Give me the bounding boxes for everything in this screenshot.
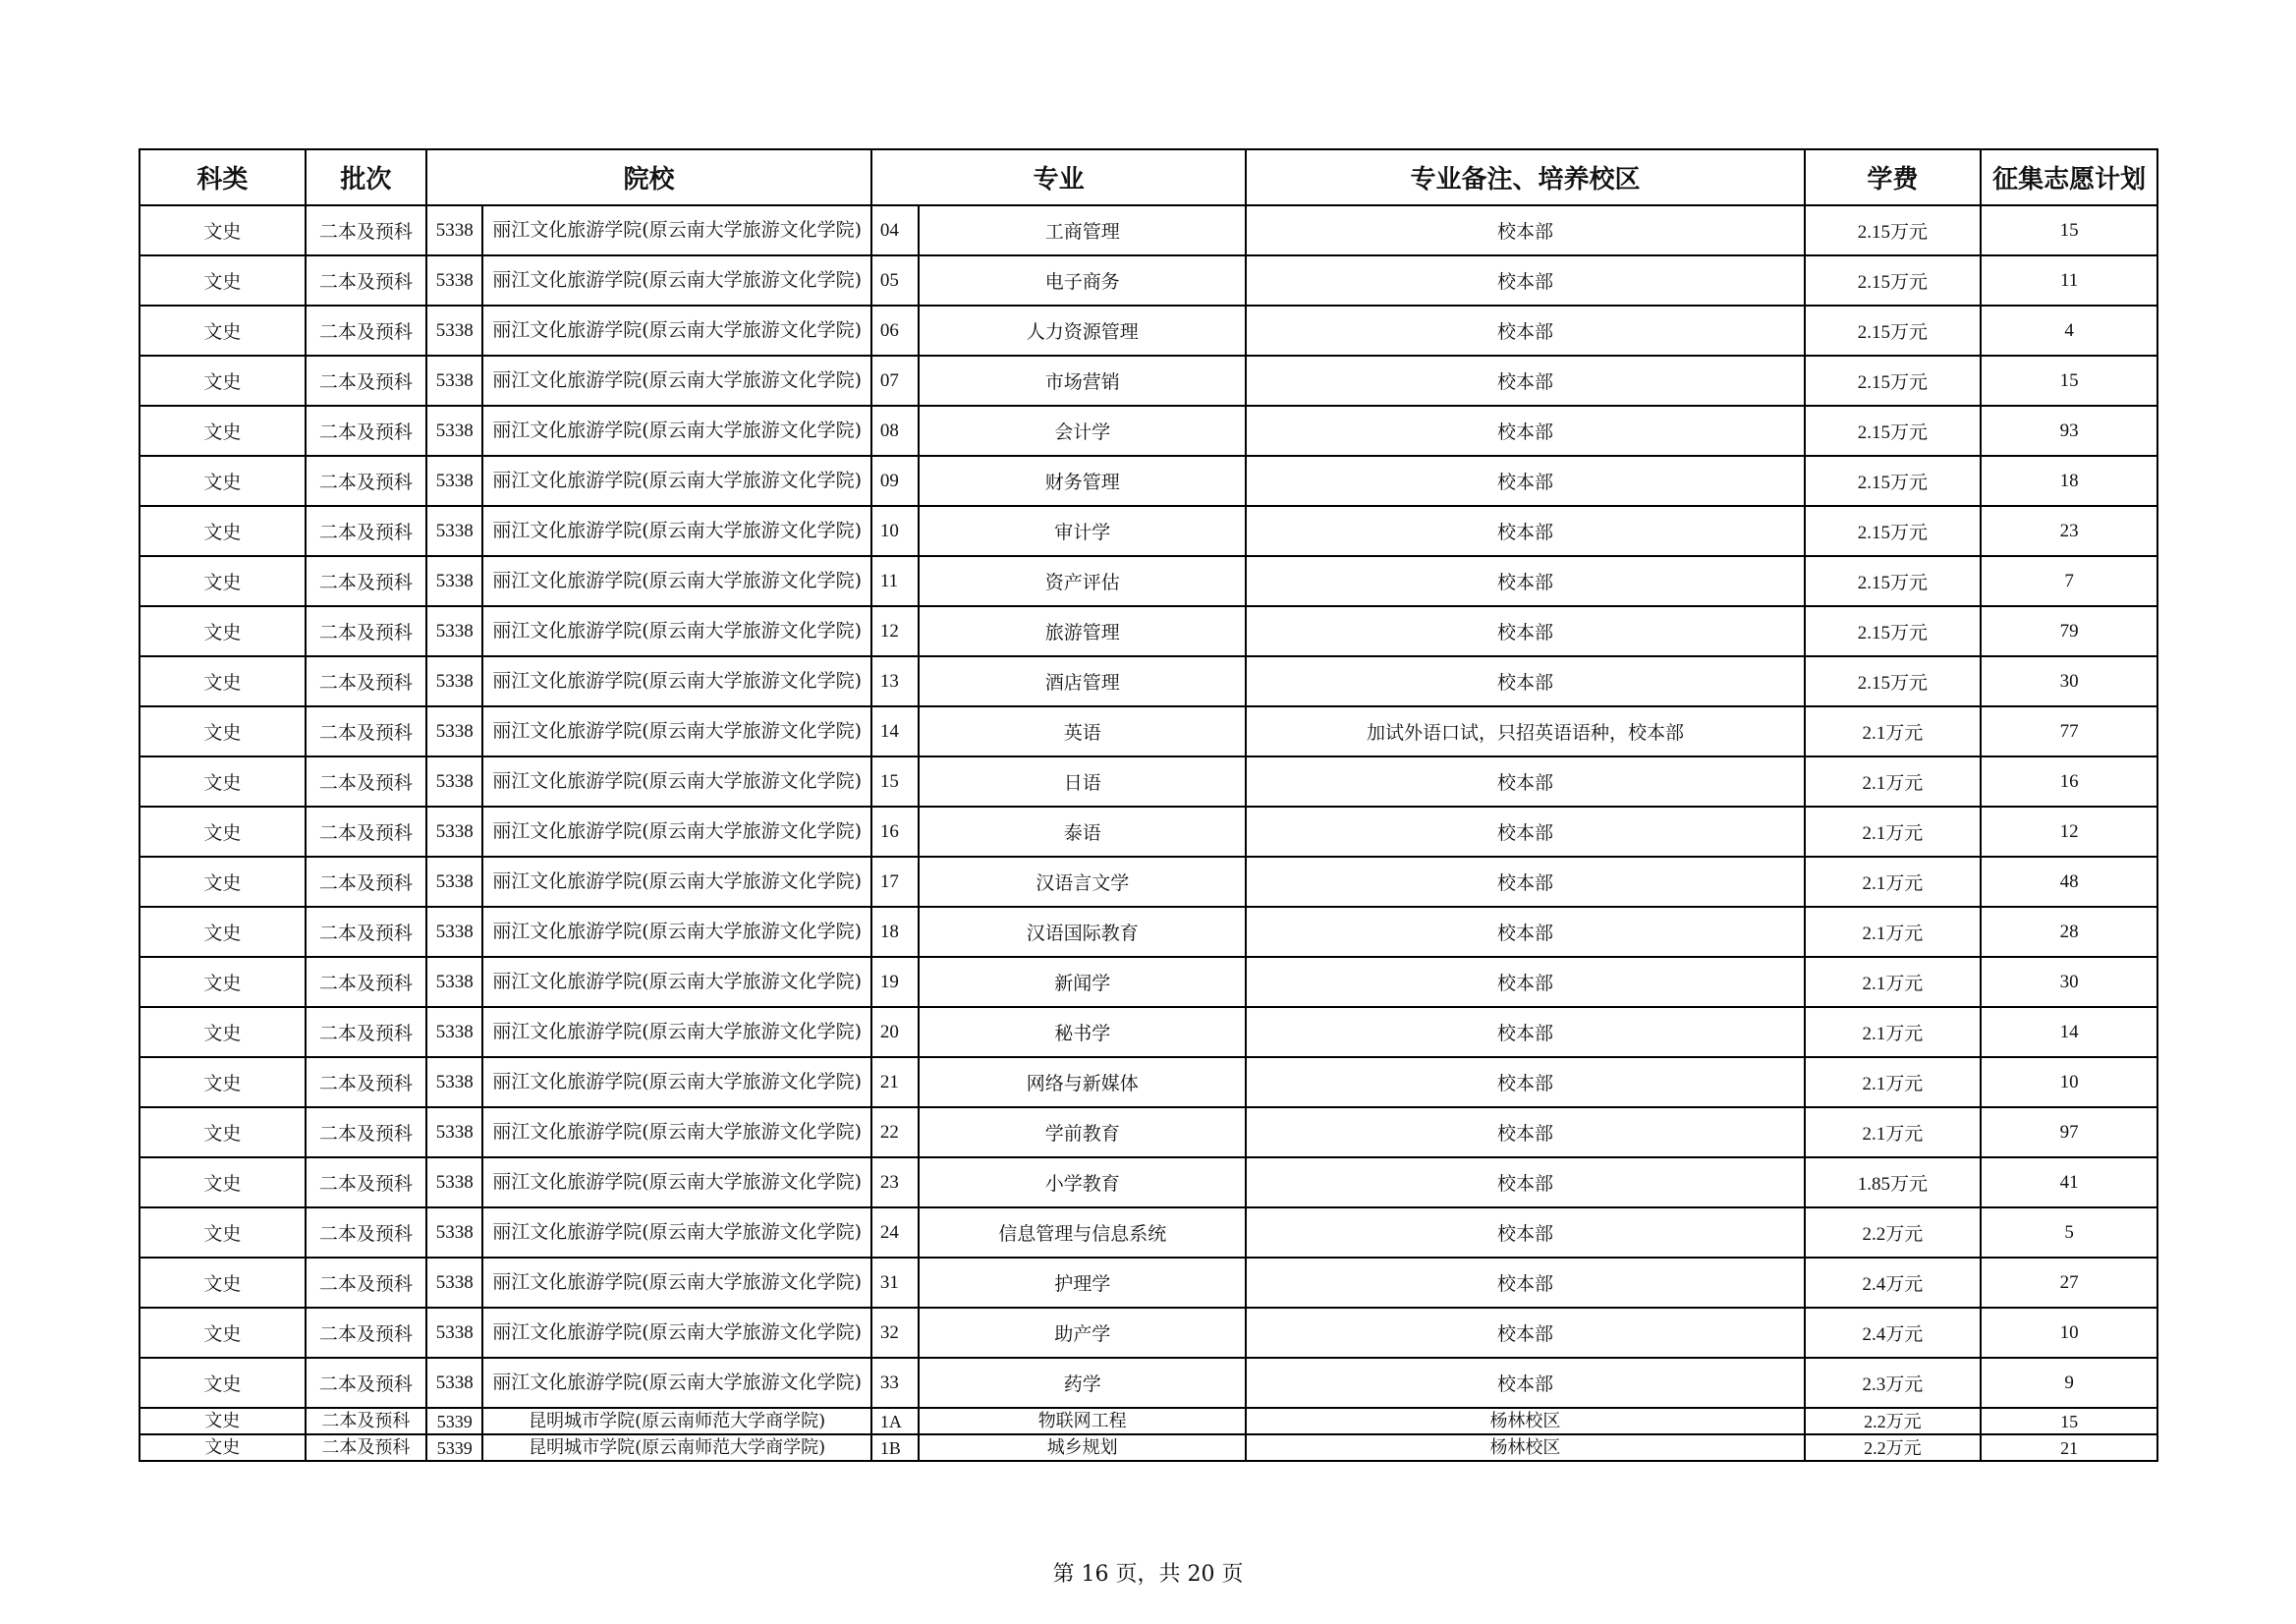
cell-note: 校本部	[1246, 756, 1804, 807]
cell-fee: 2.15万元	[1805, 506, 1982, 556]
cell-kelei: 文史	[140, 1107, 306, 1157]
cell-kelei: 文史	[140, 957, 306, 1007]
cell-school-name: 丽江文化旅游学院(原云南大学旅游文化学院)	[482, 406, 871, 456]
cell-note: 校本部	[1246, 356, 1804, 406]
cell-school-code: 5338	[426, 1107, 482, 1157]
header-kelei: 科类	[140, 149, 306, 205]
cell-school-name: 丽江文化旅游学院(原云南大学旅游文化学院)	[482, 1007, 871, 1057]
header-plan: 征集志愿计划	[1981, 149, 2157, 205]
cell-note: 校本部	[1246, 205, 1804, 255]
cell-kelei: 文史	[140, 1408, 306, 1434]
cell-plan: 41	[1981, 1157, 2157, 1207]
cell-fee: 2.1万元	[1805, 1107, 1982, 1157]
cell-kelei: 文史	[140, 706, 306, 756]
cell-kelei: 文史	[140, 1007, 306, 1057]
cell-school-name: 丽江文化旅游学院(原云南大学旅游文化学院)	[482, 255, 871, 306]
cell-plan: 18	[1981, 456, 2157, 506]
cell-plan: 28	[1981, 907, 2157, 957]
cell-note: 校本部	[1246, 606, 1804, 656]
cell-school-code: 5338	[426, 456, 482, 506]
cell-kelei: 文史	[140, 306, 306, 356]
cell-school-code: 5338	[426, 205, 482, 255]
cell-major-code: 21	[871, 1057, 919, 1107]
cell-note: 校本部	[1246, 1157, 1804, 1207]
cell-school-code: 5338	[426, 756, 482, 807]
table-row	[140, 306, 2157, 356]
cell-pici: 二本及预科	[306, 1157, 426, 1207]
cell-plan: 77	[1981, 706, 2157, 756]
header-major: 专业	[871, 149, 1246, 205]
cell-major-code: 24	[871, 1207, 919, 1258]
cell-pici: 二本及预科	[306, 857, 426, 907]
cell-fee: 2.2万元	[1805, 1207, 1982, 1258]
table-row	[140, 1207, 2157, 1258]
cell-plan: 93	[1981, 406, 2157, 456]
cell-school-code: 5338	[426, 857, 482, 907]
cell-plan: 30	[1981, 656, 2157, 706]
table-row	[140, 456, 2157, 506]
cell-kelei: 文史	[140, 1258, 306, 1308]
cell-pici: 二本及预科	[306, 1434, 426, 1461]
cell-school-code: 5338	[426, 1057, 482, 1107]
cell-major-name: 护理学	[919, 1258, 1246, 1308]
cell-fee: 2.1万元	[1805, 1057, 1982, 1107]
cell-note: 校本部	[1246, 406, 1804, 456]
table-row	[140, 1258, 2157, 1308]
cell-fee: 2.1万元	[1805, 1007, 1982, 1057]
cell-note: 校本部	[1246, 506, 1804, 556]
cell-school-name: 丽江文化旅游学院(原云南大学旅游文化学院)	[482, 857, 871, 907]
cell-fee: 2.15万元	[1805, 356, 1982, 406]
cell-fee: 2.15万元	[1805, 406, 1982, 456]
table-row	[140, 1434, 2157, 1461]
cell-kelei: 文史	[140, 807, 306, 857]
cell-plan: 15	[1981, 356, 2157, 406]
cell-plan: 11	[1981, 255, 2157, 306]
cell-pici: 二本及预科	[306, 1408, 426, 1434]
table-row	[140, 907, 2157, 957]
cell-major-name: 泰语	[919, 807, 1246, 857]
table-row	[140, 1308, 2157, 1358]
cell-major-code: 11	[871, 556, 919, 606]
cell-pici: 二本及预科	[306, 1258, 426, 1308]
table-row	[140, 1157, 2157, 1207]
cell-pici: 二本及预科	[306, 456, 426, 506]
cell-school-code: 5338	[426, 506, 482, 556]
cell-plan: 5	[1981, 1207, 2157, 1258]
cell-kelei: 文史	[140, 205, 306, 255]
table-row	[140, 957, 2157, 1007]
cell-plan: 12	[1981, 807, 2157, 857]
cell-kelei: 文史	[140, 606, 306, 656]
cell-pici: 二本及预科	[306, 356, 426, 406]
table-row	[140, 857, 2157, 907]
cell-major-name: 汉语国际教育	[919, 907, 1246, 957]
cell-major-name: 财务管理	[919, 456, 1246, 506]
cell-kelei: 文史	[140, 907, 306, 957]
table-row	[140, 756, 2157, 807]
cell-school-code: 5338	[426, 1258, 482, 1308]
cell-kelei: 文史	[140, 656, 306, 706]
cell-note: 校本部	[1246, 1207, 1804, 1258]
cell-plan: 79	[1981, 606, 2157, 656]
cell-major-name: 人力资源管理	[919, 306, 1246, 356]
cell-fee: 2.15万元	[1805, 656, 1982, 706]
cell-pici: 二本及预科	[306, 406, 426, 456]
cell-school-name: 丽江文化旅游学院(原云南大学旅游文化学院)	[482, 807, 871, 857]
cell-major-name: 物联网工程	[919, 1408, 1246, 1434]
header-fee: 学费	[1805, 149, 1982, 205]
cell-kelei: 文史	[140, 406, 306, 456]
cell-pici: 二本及预科	[306, 1308, 426, 1358]
table-row	[140, 1107, 2157, 1157]
cell-major-code: 04	[871, 205, 919, 255]
cell-major-name: 学前教育	[919, 1107, 1246, 1157]
cell-major-code: 16	[871, 807, 919, 857]
cell-major-code: 1A	[871, 1408, 919, 1434]
cell-major-name: 旅游管理	[919, 606, 1246, 656]
table-header-row	[140, 149, 2157, 205]
table-row	[140, 807, 2157, 857]
cell-major-name: 会计学	[919, 406, 1246, 456]
cell-note: 校本部	[1246, 1007, 1804, 1057]
cell-plan: 15	[1981, 205, 2157, 255]
cell-school-code: 5338	[426, 1308, 482, 1358]
cell-school-name: 昆明城市学院(原云南师范大学商学院)	[482, 1408, 871, 1434]
table-row	[140, 406, 2157, 456]
header-pici: 批次	[306, 149, 426, 205]
cell-school-code: 5339	[426, 1408, 482, 1434]
cell-school-name: 丽江文化旅游学院(原云南大学旅游文化学院)	[482, 1308, 871, 1358]
cell-plan: 4	[1981, 306, 2157, 356]
cell-fee: 2.15万元	[1805, 606, 1982, 656]
cell-school-code: 5338	[426, 1157, 482, 1207]
table-row	[140, 1007, 2157, 1057]
cell-fee: 2.1万元	[1805, 807, 1982, 857]
table-row	[140, 1408, 2157, 1434]
cell-plan: 48	[1981, 857, 2157, 907]
cell-pici: 二本及预科	[306, 1358, 426, 1408]
cell-school-name: 丽江文化旅游学院(原云南大学旅游文化学院)	[482, 957, 871, 1007]
cell-school-code: 5338	[426, 606, 482, 656]
cell-major-code: 1B	[871, 1434, 919, 1461]
table-row	[140, 706, 2157, 756]
cell-pici: 二本及预科	[306, 656, 426, 706]
cell-major-code: 32	[871, 1308, 919, 1358]
cell-major-code: 33	[871, 1358, 919, 1408]
cell-fee: 2.15万元	[1805, 306, 1982, 356]
cell-school-code: 5338	[426, 907, 482, 957]
cell-note: 校本部	[1246, 255, 1804, 306]
cell-school-code: 5338	[426, 356, 482, 406]
cell-plan: 23	[1981, 506, 2157, 556]
cell-fee: 2.1万元	[1805, 907, 1982, 957]
cell-school-name: 丽江文化旅游学院(原云南大学旅游文化学院)	[482, 306, 871, 356]
cell-school-name: 丽江文化旅游学院(原云南大学旅游文化学院)	[482, 1207, 871, 1258]
table-row	[140, 506, 2157, 556]
cell-major-name: 汉语言文学	[919, 857, 1246, 907]
cell-school-name: 丽江文化旅游学院(原云南大学旅游文化学院)	[482, 606, 871, 656]
cell-major-name: 信息管理与信息系统	[919, 1207, 1246, 1258]
cell-major-name: 酒店管理	[919, 656, 1246, 706]
cell-major-code: 08	[871, 406, 919, 456]
cell-note: 校本部	[1246, 857, 1804, 907]
cell-kelei: 文史	[140, 1207, 306, 1258]
cell-school-code: 5338	[426, 1007, 482, 1057]
cell-kelei: 文史	[140, 255, 306, 306]
cell-major-code: 17	[871, 857, 919, 907]
cell-school-name: 丽江文化旅游学院(原云南大学旅游文化学院)	[482, 1057, 871, 1107]
cell-pici: 二本及预科	[306, 1107, 426, 1157]
cell-fee: 2.2万元	[1805, 1408, 1982, 1434]
cell-fee: 2.1万元	[1805, 706, 1982, 756]
cell-school-code: 5338	[426, 957, 482, 1007]
cell-kelei: 文史	[140, 1358, 306, 1408]
cell-pici: 二本及预科	[306, 756, 426, 807]
cell-fee: 2.15万元	[1805, 556, 1982, 606]
cell-fee: 2.15万元	[1805, 456, 1982, 506]
table-row	[140, 1358, 2157, 1408]
cell-school-code: 5338	[426, 1358, 482, 1408]
cell-school-name: 丽江文化旅游学院(原云南大学旅游文化学院)	[482, 556, 871, 606]
cell-note: 校本部	[1246, 1107, 1804, 1157]
cell-plan: 21	[1981, 1434, 2157, 1461]
cell-plan: 7	[1981, 556, 2157, 606]
cell-note: 校本部	[1246, 1358, 1804, 1408]
page-footer: 第 16 页，共 20 页	[1052, 1562, 1244, 1587]
cell-major-name: 药学	[919, 1358, 1246, 1408]
cell-school-code: 5338	[426, 255, 482, 306]
cell-fee: 2.1万元	[1805, 957, 1982, 1007]
cell-major-name: 城乡规划	[919, 1434, 1246, 1461]
cell-school-code: 5338	[426, 706, 482, 756]
cell-school-name: 丽江文化旅游学院(原云南大学旅游文化学院)	[482, 756, 871, 807]
cell-school-name: 丽江文化旅游学院(原云南大学旅游文化学院)	[482, 907, 871, 957]
cell-fee: 2.1万元	[1805, 756, 1982, 807]
cell-major-name: 审计学	[919, 506, 1246, 556]
cell-kelei: 文史	[140, 857, 306, 907]
cell-major-name: 工商管理	[919, 205, 1246, 255]
cell-kelei: 文史	[140, 1434, 306, 1461]
table-row	[140, 606, 2157, 656]
cell-pici: 二本及预科	[306, 506, 426, 556]
cell-kelei: 文史	[140, 1308, 306, 1358]
cell-major-code: 22	[871, 1107, 919, 1157]
cell-major-code: 14	[871, 706, 919, 756]
cell-school-name: 丽江文化旅游学院(原云南大学旅游文化学院)	[482, 1157, 871, 1207]
cell-fee: 2.4万元	[1805, 1258, 1982, 1308]
cell-kelei: 文史	[140, 456, 306, 506]
cell-fee: 2.15万元	[1805, 205, 1982, 255]
cell-note: 校本部	[1246, 957, 1804, 1007]
admission-plan-table	[139, 148, 2158, 1462]
cell-note: 校本部	[1246, 456, 1804, 506]
cell-note: 校本部	[1246, 306, 1804, 356]
cell-pici: 二本及预科	[306, 255, 426, 306]
cell-school-name: 昆明城市学院(原云南师范大学商学院)	[482, 1434, 871, 1461]
cell-plan: 27	[1981, 1258, 2157, 1308]
cell-major-code: 05	[871, 255, 919, 306]
cell-major-name: 英语	[919, 706, 1246, 756]
table-body	[140, 205, 2157, 1461]
cell-plan: 10	[1981, 1057, 2157, 1107]
cell-pici: 二本及预科	[306, 205, 426, 255]
cell-fee: 2.4万元	[1805, 1308, 1982, 1358]
cell-plan: 10	[1981, 1308, 2157, 1358]
cell-kelei: 文史	[140, 556, 306, 606]
cell-school-code: 5338	[426, 656, 482, 706]
cell-school-name: 丽江文化旅游学院(原云南大学旅游文化学院)	[482, 456, 871, 506]
cell-kelei: 文史	[140, 356, 306, 406]
cell-major-name: 日语	[919, 756, 1246, 807]
cell-note: 校本部	[1246, 1308, 1804, 1358]
cell-kelei: 文史	[140, 756, 306, 807]
cell-major-name: 市场营销	[919, 356, 1246, 406]
cell-major-code: 23	[871, 1157, 919, 1207]
table-row	[140, 205, 2157, 255]
cell-major-code: 13	[871, 656, 919, 706]
cell-major-code: 20	[871, 1007, 919, 1057]
cell-note: 校本部	[1246, 656, 1804, 706]
header-note: 专业备注、培养校区	[1246, 149, 1804, 205]
cell-note: 杨林校区	[1246, 1434, 1804, 1461]
cell-school-name: 丽江文化旅游学院(原云南大学旅游文化学院)	[482, 706, 871, 756]
cell-major-name: 电子商务	[919, 255, 1246, 306]
table-row	[140, 556, 2157, 606]
cell-school-code: 5338	[426, 1207, 482, 1258]
cell-major-code: 18	[871, 907, 919, 957]
cell-pici: 二本及预科	[306, 807, 426, 857]
cell-school-name: 丽江文化旅游学院(原云南大学旅游文化学院)	[482, 356, 871, 406]
cell-major-name: 秘书学	[919, 1007, 1246, 1057]
cell-kelei: 文史	[140, 1057, 306, 1107]
cell-pici: 二本及预科	[306, 706, 426, 756]
cell-note: 校本部	[1246, 807, 1804, 857]
cell-fee: 2.3万元	[1805, 1358, 1982, 1408]
cell-school-code: 5338	[426, 406, 482, 456]
cell-note: 杨林校区	[1246, 1408, 1804, 1434]
cell-school-name: 丽江文化旅游学院(原云南大学旅游文化学院)	[482, 1107, 871, 1157]
cell-school-name: 丽江文化旅游学院(原云南大学旅游文化学院)	[482, 506, 871, 556]
cell-major-name: 小学教育	[919, 1157, 1246, 1207]
cell-pici: 二本及预科	[306, 306, 426, 356]
cell-note: 校本部	[1246, 1057, 1804, 1107]
cell-pici: 二本及预科	[306, 1207, 426, 1258]
cell-kelei: 文史	[140, 506, 306, 556]
table-row	[140, 255, 2157, 306]
cell-pici: 二本及预科	[306, 556, 426, 606]
cell-major-code: 07	[871, 356, 919, 406]
cell-kelei: 文史	[140, 1157, 306, 1207]
cell-plan: 9	[1981, 1358, 2157, 1408]
cell-major-code: 10	[871, 506, 919, 556]
cell-school-code: 5338	[426, 556, 482, 606]
cell-major-name: 资产评估	[919, 556, 1246, 606]
header-school: 院校	[426, 149, 871, 205]
cell-pici: 二本及预科	[306, 957, 426, 1007]
cell-major-name: 新闻学	[919, 957, 1246, 1007]
cell-pici: 二本及预科	[306, 1057, 426, 1107]
cell-major-code: 15	[871, 756, 919, 807]
cell-note: 校本部	[1246, 556, 1804, 606]
cell-note: 加试外语口试，只招英语语种，校本部	[1246, 706, 1804, 756]
cell-school-name: 丽江文化旅游学院(原云南大学旅游文化学院)	[482, 205, 871, 255]
cell-pici: 二本及预科	[306, 1007, 426, 1057]
cell-plan: 97	[1981, 1107, 2157, 1157]
cell-major-code: 06	[871, 306, 919, 356]
cell-school-name: 丽江文化旅游学院(原云南大学旅游文化学院)	[482, 656, 871, 706]
cell-fee: 2.2万元	[1805, 1434, 1982, 1461]
cell-fee: 1.85万元	[1805, 1157, 1982, 1207]
table-row	[140, 1057, 2157, 1107]
cell-note: 校本部	[1246, 1258, 1804, 1308]
cell-major-code: 19	[871, 957, 919, 1007]
cell-plan: 16	[1981, 756, 2157, 807]
cell-major-code: 09	[871, 456, 919, 506]
cell-plan: 30	[1981, 957, 2157, 1007]
cell-major-name: 助产学	[919, 1308, 1246, 1358]
cell-fee: 2.1万元	[1805, 857, 1982, 907]
table-row	[140, 656, 2157, 706]
cell-note: 校本部	[1246, 907, 1804, 957]
cell-school-code: 5338	[426, 306, 482, 356]
cell-plan: 15	[1981, 1408, 2157, 1434]
cell-fee: 2.15万元	[1805, 255, 1982, 306]
cell-plan: 14	[1981, 1007, 2157, 1057]
cell-school-code: 5338	[426, 807, 482, 857]
cell-pici: 二本及预科	[306, 907, 426, 957]
cell-school-name: 丽江文化旅游学院(原云南大学旅游文化学院)	[482, 1358, 871, 1408]
cell-major-name: 网络与新媒体	[919, 1057, 1246, 1107]
cell-major-code: 31	[871, 1258, 919, 1308]
cell-school-name: 丽江文化旅游学院(原云南大学旅游文化学院)	[482, 1258, 871, 1308]
cell-major-code: 12	[871, 606, 919, 656]
table-row	[140, 356, 2157, 406]
cell-school-code: 5339	[426, 1434, 482, 1461]
cell-pici: 二本及预科	[306, 606, 426, 656]
